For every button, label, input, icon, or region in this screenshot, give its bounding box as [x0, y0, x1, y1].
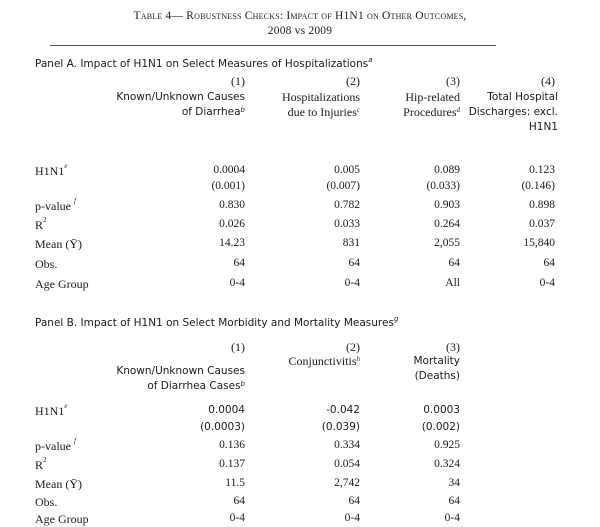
panel-a-h1n1-se-col1: (0.001) — [211, 180, 245, 192]
panel-b-h1n1-se-col2: (0.039) — [321, 421, 360, 433]
panel-b-col2-header: Conjunctivitis$^h$ — [288, 354, 360, 368]
panel-b-pvalue-col1: 0.136 — [219, 439, 245, 451]
panel-a-r2-col3: 0.264 — [434, 218, 460, 230]
panel-b-age-label: Age Group — [35, 512, 89, 526]
panel-b-h1n1-label: H1N1e — [35, 402, 68, 418]
panel-b-mean-col1: 11.5 — [225, 477, 245, 489]
table-title-line1: Table 4— Robustness Checks: Impact of H1N1 on Other Outcomes, — [133, 10, 467, 22]
panel-b-obs-col2: 64 — [348, 495, 360, 507]
panel-a-r2-col4: 0.037 — [529, 218, 555, 230]
panel-b-heading: Panel B. Impact of H1N1 on Select Morbidity and Mortality Measures$^g$ — [35, 315, 399, 329]
panel-a-col4-header: Total Hospital Discharges: excl. H1N1 — [468, 91, 558, 133]
panel-b-mean-label: Mean (Ȳ) — [35, 477, 82, 491]
panel-b-col1-number: (1) — [231, 340, 245, 354]
panel-a-mean-col4: 15,840 — [523, 237, 555, 249]
panel-a-h1n1-se-col3: (0.033) — [426, 180, 460, 192]
panel-b-col1-header: Known/Unknown Causes of Diarrhea Cases$^b$ — [116, 365, 245, 392]
panel-a-h1n1-se-col4: (0.146) — [521, 180, 555, 192]
panel-a-obs-col4: 64 — [543, 257, 555, 269]
panel-b-r2-col2: 0.054 — [334, 458, 360, 470]
panel-b-h1n1-se-col1: (0.0003) — [200, 421, 245, 433]
panel-a-pvalue-col3: 0.903 — [434, 199, 460, 211]
panel-a-h1n1-se-col2: (0.007) — [326, 180, 360, 192]
panel-a-pvalue-col4: 0.898 — [529, 199, 555, 211]
panel-b-age-col2: 0-4 — [344, 512, 360, 524]
panel-a-age-col3: All — [445, 277, 460, 289]
panel-a-obs-col3: 64 — [448, 257, 460, 269]
panel-b-col2-number: (2) — [346, 340, 360, 354]
panel-b-col3-number: (3) — [446, 340, 460, 354]
panel-a-col1-number: (1) — [231, 74, 245, 88]
table-title-line2: 2008 vs 2009 — [267, 25, 333, 37]
panel-b-mean-col2: 2,742 — [334, 477, 360, 489]
panel-a-r2-label: $R^2$ — [35, 216, 47, 232]
panel-a-mean-col3: 2,055 — [434, 237, 460, 249]
panel-b-h1n1-col1: 0.0004 — [208, 404, 245, 416]
panel-a-col1-header: Known/Unknown Causes of Diarrhea$^b$ — [116, 91, 245, 118]
panel-a-mean-label: Mean (Ȳ) — [35, 237, 82, 251]
panel-a-h1n1-col4: 0.123 — [529, 164, 555, 176]
panel-b-obs-col1: 64 — [233, 495, 245, 507]
panel-a-obs-label: Obs. — [35, 257, 58, 271]
panel-a-col2-number: (2) — [346, 74, 360, 88]
panel-a-h1n1-col2: 0.005 — [334, 164, 360, 176]
panel-b-r2-col3: 0.324 — [434, 458, 460, 470]
panel-b-pvalue-col3: 0.925 — [434, 439, 460, 451]
title-rule — [50, 45, 496, 46]
panel-b-r2-label: $R^2$ — [35, 456, 47, 472]
panel-a-mean-col2: 831 — [342, 237, 360, 249]
panel-a-r2-col1: 0.026 — [219, 218, 245, 230]
panel-a-obs-col2: 64 — [348, 257, 360, 269]
panel-b-age-col3: 0-4 — [444, 512, 460, 524]
panel-b-obs-label: Obs. — [35, 495, 58, 509]
panel-a-obs-col1: 64 — [233, 257, 245, 269]
panel-b-age-col1: 0-4 — [229, 512, 245, 524]
panel-a-r2-col2: 0.033 — [334, 218, 360, 230]
panel-a-mean-col1: 14.23 — [219, 237, 245, 249]
panel-b-h1n1-se-col3: (0.002) — [421, 421, 460, 433]
panel-a-age-label: Age Group — [35, 277, 89, 291]
panel-a-pvalue-label: p-value $^f$ — [35, 197, 76, 213]
panel-a-h1n1-col3: 0.089 — [434, 164, 460, 176]
panel-b-col3-header: Mortality (Deaths) — [413, 355, 460, 382]
panel-a-heading: Panel A. Impact of H1N1 on Select Measures of Hospitalizations$^a$ — [35, 56, 373, 70]
panel-a-h1n1-col1: 0.0004 — [213, 164, 245, 176]
panel-a-col3-number: (3) — [446, 74, 460, 88]
panel-a-col2-header: Hospitalizations due to Injuries$^c$ — [282, 90, 360, 119]
panel-a-age-col2: 0-4 — [344, 277, 360, 289]
panel-a-age-col4: 0-4 — [539, 277, 555, 289]
panel-b-pvalue-col2: 0.334 — [334, 439, 360, 451]
panel-b-obs-col3: 64 — [448, 495, 460, 507]
panel-b-pvalue-label: p-value $^f$ — [35, 437, 76, 453]
panel-a-pvalue-col1: 0.830 — [219, 199, 245, 211]
panel-a-col4-number: (4) — [541, 74, 555, 88]
panel-a-col3-header: Hip-related Procedures$^d$ — [403, 90, 460, 119]
panel-b-mean-col3: 34 — [448, 477, 460, 489]
panel-a-age-col1: 0-4 — [229, 277, 245, 289]
panel-a-h1n1-label: H1N1e — [35, 162, 68, 178]
panel-b-h1n1-col3: 0.0003 — [423, 404, 460, 416]
panel-a-pvalue-col2: 0.782 — [334, 199, 360, 211]
panel-b-h1n1-col2: -0.042 — [326, 404, 360, 416]
panel-b-r2-col1: 0.137 — [219, 458, 245, 470]
